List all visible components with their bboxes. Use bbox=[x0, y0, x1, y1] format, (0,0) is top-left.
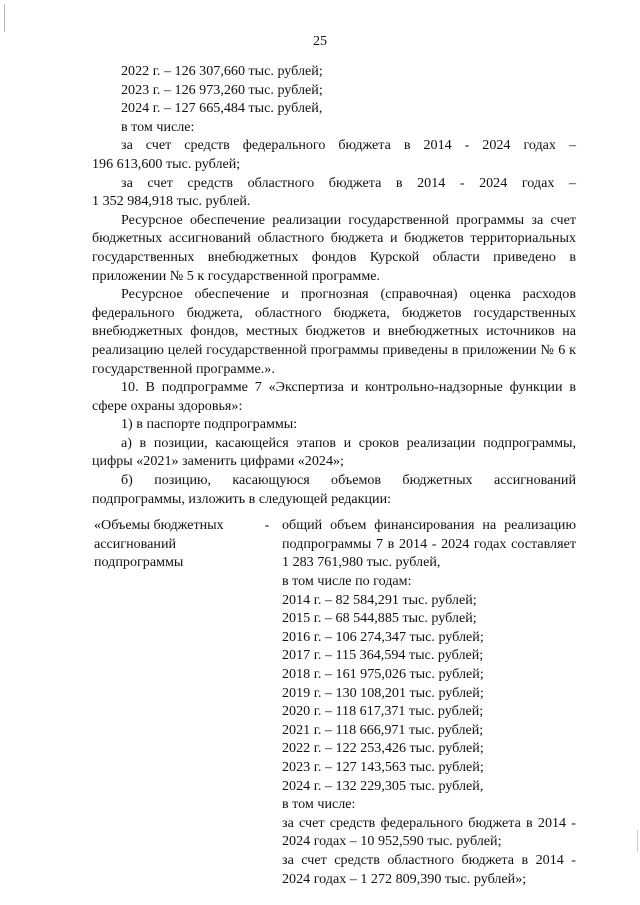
resource-paragraph: Ресурсное обеспечение реализации государственной программы за счет бюджетных ассигнований областного бюджета и бюджетов территориальных государственных внебюджетных фондов Курской области приведено в приложении № 5 к государственной программе. bbox=[92, 211, 576, 284]
passport-year-line: 2024 г. – 132 229,305 тыс. рублей, bbox=[282, 777, 484, 794]
regional-budget-line: за счет средств областного бюджета в 2014 - 2024 годах – bbox=[121, 174, 576, 191]
scan-edge-mark bbox=[637, 830, 638, 852]
item-b: б) позицию, касающуюся объемов бюджетных ассигнований подпрограммы, изложить в следующей редакции: bbox=[92, 472, 576, 507]
passport-year-line: 2023 г. – 127 143,563 тыс. рублей; bbox=[282, 758, 484, 775]
passport-label-line: ассигнований bbox=[94, 535, 177, 552]
passport-total: общий объем финансирования на реализацию подпрограммы 7 в 2014 - 2024 годах составляет 1 283 761,980 тыс. рублей, bbox=[282, 517, 576, 571]
passport-year-line: 2015 г. – 68 544,885 тыс. рублей; bbox=[282, 610, 477, 627]
passport-dash: - bbox=[264, 517, 270, 534]
including-label: в том числе: bbox=[121, 118, 195, 135]
passport-year-line: 2020 г. – 118 617,371 тыс. рублей; bbox=[282, 703, 484, 720]
passport-value bbox=[282, 516, 576, 888]
page-number: 25 bbox=[313, 34, 327, 49]
passport-year-line: 2016 г. – 106 274,347 тыс. рублей; bbox=[282, 628, 484, 645]
passport-federal: за счет средств федерального бюджета в 2014 - 2024 годах – 10 952,590 тыс. рублей; bbox=[282, 814, 576, 850]
federal-budget-sum: 196 613,600 тыс. рублей; bbox=[92, 155, 241, 172]
passport-table bbox=[92, 516, 576, 888]
passport-year-line: 2019 г. – 130 108,201 тыс. рублей; bbox=[282, 684, 484, 701]
year-line: 2022 г. – 126 307,660 тыс. рублей; bbox=[121, 63, 323, 79]
passport-year-line: 2017 г. – 115 364,594 тыс. рублей; bbox=[282, 647, 484, 664]
year-line: 2023 г. – 126 973,260 тыс. рублей; bbox=[121, 81, 323, 98]
item-a: а) в позиции, касающейся этапов и сроков реализации подпрограммы, цифры «2021» заменить цифрами «2024»; bbox=[92, 434, 576, 470]
passport-incl: в том числе: bbox=[282, 796, 356, 813]
year-line: 2024 г. – 127 665,484 тыс. рублей, bbox=[121, 100, 323, 117]
subprogram-paragraph: 10. В подпрограмме 7 «Экспертиза и контрольно-надзорные функции в сфере охраны здоровья»: bbox=[92, 379, 576, 414]
passport-item: 1) в паспорте подпрограммы: bbox=[121, 416, 298, 433]
passport-incl-years: в том числе по годам: bbox=[282, 573, 412, 590]
forecast-paragraph: Ресурсное обеспечение и прогнозная (справочная) оценка расходов федерального бюджета, областного бюджета, бюджетов государственных внебюджетных фондов, местных бюджетов и внебюджетных источников на реализацию целей государственной программы приведены в приложении № 6 к государственной программе.». bbox=[92, 286, 576, 377]
document-body bbox=[92, 62, 576, 888]
binding-edge-mark bbox=[4, 4, 5, 32]
passport-year-line: 2022 г. – 122 253,426 тыс. рублей; bbox=[282, 740, 484, 757]
federal-budget-line: за счет средств федерального бюджета в 2014 - 2024 годах – bbox=[121, 137, 576, 154]
passport-label-line: подпрограммы bbox=[94, 554, 184, 571]
passport-year-line: 2014 г. – 82 584,291 тыс. рублей; bbox=[282, 591, 477, 608]
passport-label-line: «Объемы бюджетных bbox=[94, 517, 224, 534]
passport-label bbox=[92, 516, 252, 888]
passport-regional: за счет средств областного бюджета в 2014 - 2024 годах – 1 272 809,390 тыс. рублей»; bbox=[282, 851, 576, 887]
passport-year-line: 2021 г. – 118 666,971 тыс. рублей; bbox=[282, 721, 484, 738]
regional-budget-sum: 1 352 984,918 тыс. рублей. bbox=[92, 193, 251, 210]
passport-year-line: 2018 г. – 161 975,026 тыс. рублей; bbox=[282, 666, 484, 682]
